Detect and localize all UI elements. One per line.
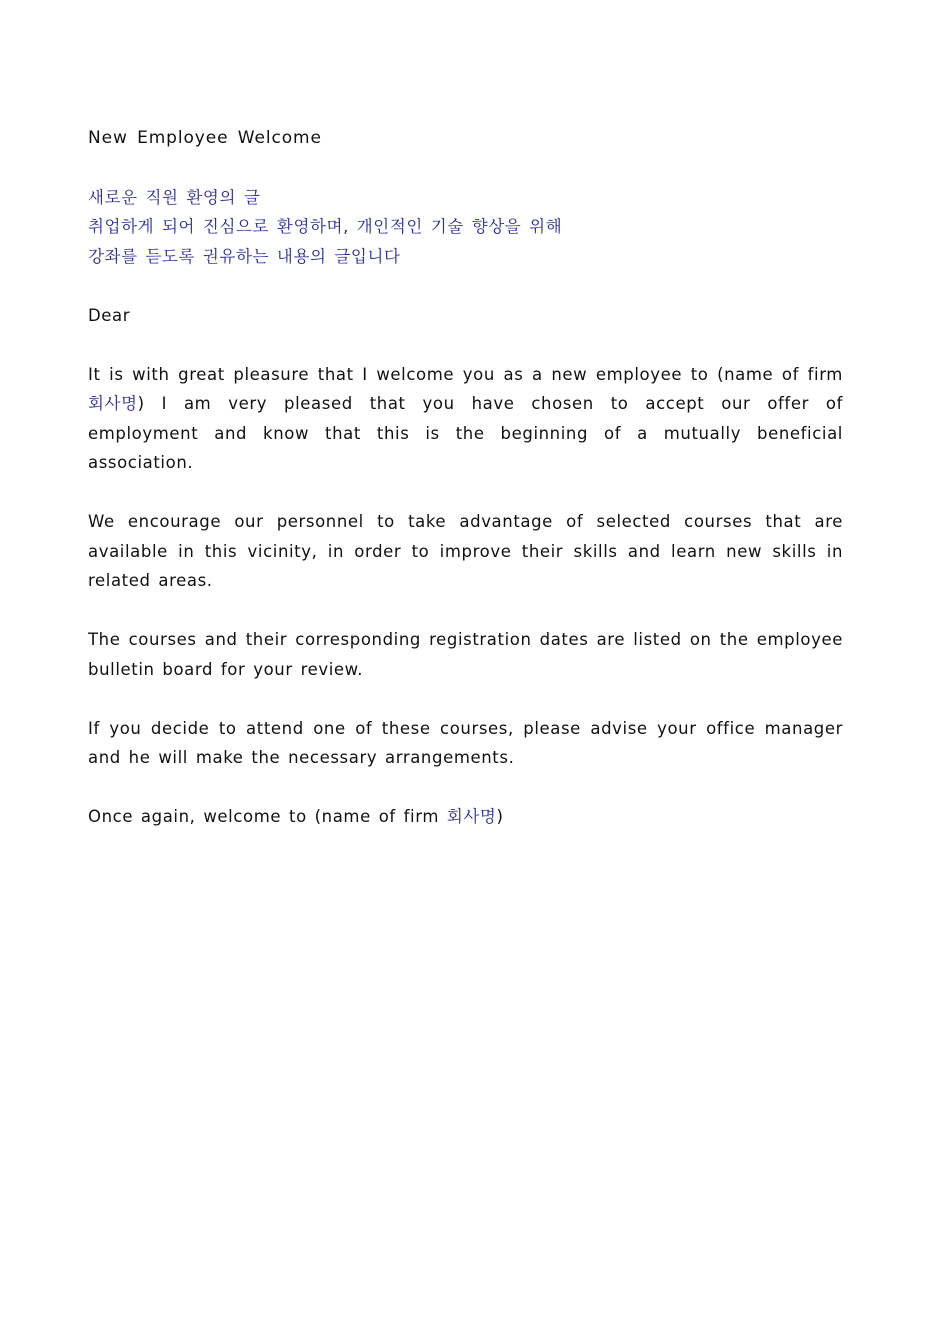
closing-text-1: Once again, welcome to (name of firm <box>88 807 447 826</box>
closing-text-2: ) <box>496 807 504 826</box>
closing-line <box>88 802 843 832</box>
paragraph-advice: If you decide to attend one of these courses, please advise your office manager and he will make the necessary arrangements. <box>88 718 843 767</box>
paragraph-courses: We encourage our personnel to take advantage of selected courses that are available in this vicinity, in order to improve their skills and learn new skills in related areas. <box>88 512 843 590</box>
firm-name-placeholder: 회사명 <box>88 394 138 413</box>
closing-firm-name-placeholder: 회사명 <box>446 807 497 826</box>
korean-line: 새로운 직원 환영의 글 <box>88 187 261 207</box>
letter-body <box>88 124 843 832</box>
paragraph-registration: The courses and their corresponding registration dates are listed on the employee bulletin board for your review. <box>88 630 843 679</box>
paragraph-welcome <box>88 360 843 478</box>
korean-line: 취업하게 되어 진심으로 환영하며, 개인적인 기술 향상을 위해 <box>88 217 563 236</box>
salutation: Dear <box>88 305 131 325</box>
paragraph-welcome-text-1: It is with great pleasure that I welcome you as a new employee to (name of firm <box>88 364 843 384</box>
paragraph-welcome-text-2: ) I am very pleased that you have chosen to accept our offer of employment and know that this is the beginning of a mutually beneficial association. <box>88 394 843 472</box>
korean-line: 강좌를 듣도록 권유하는 내용의 글입니다 <box>88 246 401 266</box>
korean-description <box>88 183 843 272</box>
document-title: New Employee Welcome <box>88 128 322 148</box>
